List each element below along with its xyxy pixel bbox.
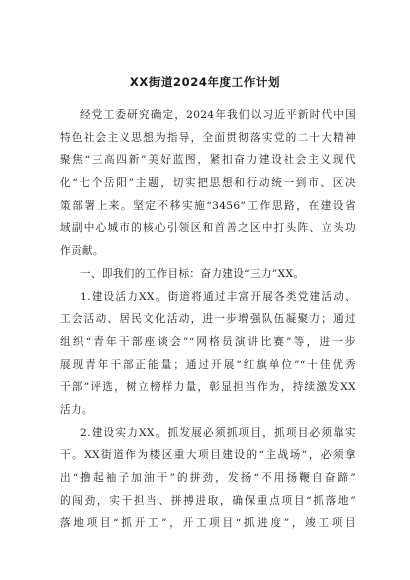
paragraph-line: 经党工委研究确定，2024年我们以习近平新时代中国	[80, 109, 356, 121]
paragraph-line: 聚焦“三高四新”美好蓝图，紧扣奋力建设社会主义现代	[60, 154, 356, 167]
paragraph-line: 干。XX街道作为楼区重大项目建设的“主战场”，必须拿	[60, 449, 356, 462]
paragraph-line: 2.建设实力XX。抓发展必须抓项目，抓项目必须靠实	[80, 426, 356, 439]
paragraph-line: 展现青年干部正能量；通过开展“红旗单位”“十佳优秀	[60, 358, 356, 371]
paragraph-line: 域副中心城市的核心引领区和首善之区中打头阵、立头功	[60, 222, 356, 235]
paragraph-line: 一、即我们的工作目标：奋力建设“三力”XX。	[80, 267, 305, 280]
document-title: XX街道2024年度工作计划	[129, 75, 281, 89]
paragraph-line: 活力。	[60, 403, 93, 416]
paragraph-line: 落地项目“抓开工”，开工项目“抓进度”，竣工项目	[60, 517, 356, 530]
paragraph-line: 策部署上来。坚定不移实施“3456”工作思路，在建设省	[60, 199, 356, 212]
paragraph-line: 工会活动、居民文化活动，进一步增强队伍凝聚力；通过	[60, 313, 356, 326]
paragraph-line: 组织“青年干部座谈会”“网格员演讲比赛”等，进一步	[60, 335, 356, 348]
paragraph-line: 干部”评选，树立榜样力量，彰显担当作为，持续激发XX	[60, 381, 356, 394]
paragraph-line: 的闯劲，实干担当、拼搏进取，确保重点项目“抓落地”	[60, 494, 356, 507]
paragraph-line: 1.建设活力XX。街道将通过丰富开展各类党建活动、	[80, 290, 356, 303]
paragraph-line: 出“撸起袖子加油干”的拼劲，发扬“不用扬鞭自奋蹄”	[60, 472, 356, 484]
paragraph-line: 化“七个岳阳”主题，切实把思想和行动统一到市、区决	[60, 177, 356, 190]
document-body	[60, 104, 356, 535]
paragraph-line: 特色社会主义思想为指导，全面贯彻落实党的二十大精神	[60, 131, 356, 144]
paragraph-line: 作贡献。	[60, 245, 104, 258]
